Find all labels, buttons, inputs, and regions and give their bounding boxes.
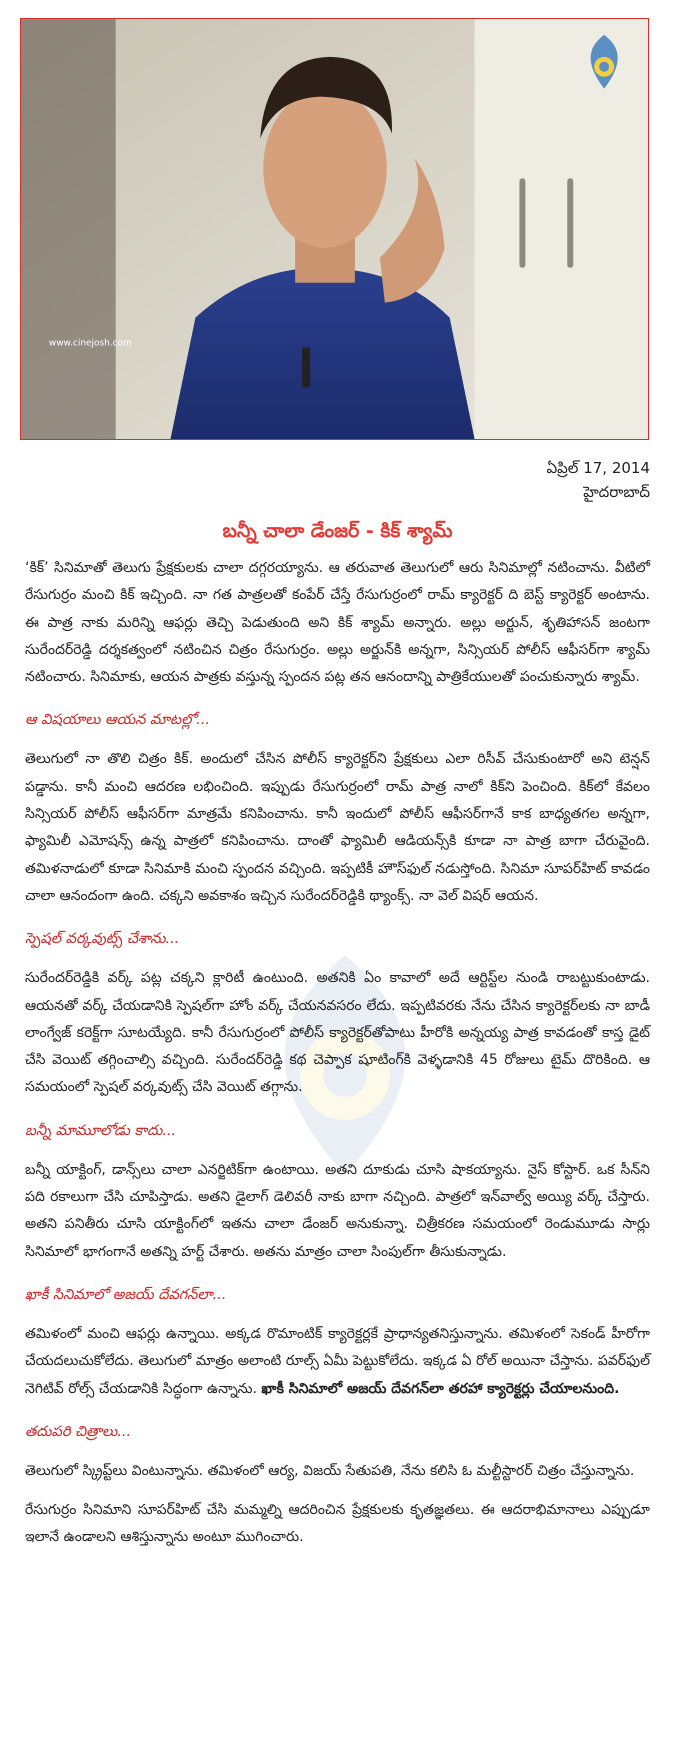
article-photo-frame: [20, 18, 649, 440]
section-heading: బన్నీ మామూలోడు కాదు...: [25, 1122, 177, 1139]
article-date: ఏప్రిల్ 17, 2014: [546, 459, 650, 477]
dateline: [546, 456, 650, 504]
section-paragraph: తెలుగులో నా తొలి చిత్రం కిక్. అందులో చేసిన పోలీస్ క్యారెక్టర్‌ని ప్రేక్షకులు ఎలా రిసీవ్ చేసుకుంటారో అని టెన్షన్ పడ్డాను. కానీ మంచి ఆదరణ లభించింది. ఇప్పుడు రేసుగుర్రంలో రామ్ పాత్ర నాలో కిక్‌ని పెంచింది. కిక్‌లో కేవలం సిన్సియర్ పోలీస్ ఆఫీసర్‌గా మాత్రమే కనిపించాను. కానీ ఇందులో పోలీస్ ఆఫీసర్‌గానే కాక బాధ్యతగల అన్నగా, ఫ్యామిలీ ఎమోషన్స్ ఉన్న పాత్రలో కనిపించాను. దాంతో ఫ్యామిలీ ఆడియన్స్‌కి కూడా నా పాత్ర బాగా చేరువైంది. తమిళనాడులో కూడా సినిమాకి మంచి స్పందన వచ్చింది. ఇప్పటికీ హౌస్‌ఫుల్ నడుస్తోంది. సినిమా సూపర్‌హిట్ కావడం చాలా ఆనందంగా ఉంది. చక్కని అవకాశం ఇచ్చిన సురేందర్‌రెడ్డికి థ్యాంక్స్. నా వెల్ విషర్ ఆయన.: [25, 751, 650, 904]
section-heading: ఖాకీ సినిమాలో అజయ్ దేవగన్‌లా...: [25, 1286, 227, 1303]
article-place: హైదరాబాద్: [583, 483, 650, 501]
article-headline: బన్నీ చాలా డేంజర్ - కిక్ శ్యామ్: [222, 520, 453, 542]
article-body: [25, 555, 650, 1552]
section-heading: తదుపరి చిత్రాలు...: [25, 1423, 132, 1440]
photo-watermark: www.cinejosh.com: [48, 338, 132, 349]
article-photo: [21, 19, 648, 439]
section-paragraph: తెలుగులో స్క్రిప్ట్‌లు వింటున్నాను. తమిళంలో ఆర్య, విజయ్ సేతుపతి, నేను కలిసి ఓ మల్టీస్టారర్ చిత్రం చేస్తున్నాను.: [25, 1462, 635, 1479]
section-heading: స్పెషల్ వర్కవుట్స్ చేశాను...: [25, 931, 180, 948]
intro-paragraph: ‘కిక్’ సినిమాతో తెలుగు ప్రేక్షకులకు చాలా దగ్గరయ్యాను. ఆ తరువాత తెలుగులో ఆరు సినిమాల్లో నటించాను. వీటిలో రేసుగుర్రం మంచి కిక్ ఇచ్చింది. నా గత పాత్రలతో కంపేర్ చేస్తే రేసుగుర్రంలో రామ్ క్యారెక్టర్ ది బెస్ట్ క్యారెక్టర్ అంటాను. ఈ పాత్ర నాకు మరిన్ని ఆఫర్లు తెచ్చి పెడుతుంది అని కిక్ శ్యామ్ అన్నారు. అల్లు అర్జున్, శృతిహాసన్ జంటగా సురేందర్‌రెడ్డి దర్శకత్వంలో నటించిన చిత్రం రేసుగుర్రం. అల్లు అర్జున్‌కి అన్నగా, సిన్సియర్ పోలీస్ ఆఫీసర్‌గా శ్యామ్ నటించారు. సినిమాకు, ఆయన పాత్రకు వస్తున్న స్పందన పట్ల తన ఆనందాన్ని పాత్రికేయులతో పంచుకున్నారు శ్యామ్.: [25, 560, 650, 686]
section-paragraph: సురేందర్‌రెడ్డికి వర్క్ పట్ల చక్కని క్లారిటీ ఉంటుంది. అతనికి ఏం కావాలో అదే ఆర్టిస్ట్‌ల నుండి రాబట్టుకుంటాడు. ఆయనతో వర్క్ చేయడానికి స్పెషల్‌గా హోం వర్క్ చేయనవసరం లేదు. ఇప్పటివరకు నేను చేసిన క్యారెక్టర్‌లకు నా బాడీ లాంగ్వేజ్ కరెక్ట్‌గా సూటయ్యేది. కానీ రేసుగుర్రంలో పోలీస్ క్యారెక్టర్‌తోపాటు హీరోకి అన్నయ్య పాత్ర కావడంతో కాస్త డైట్ చేసి వెయిట్ తగ్గించాల్సి వచ్చింది. సురేందర్‌రెడ్డి కథ చెప్పాక షూటింగ్‌కి వెళ్ళడానికి 45 రోజులు టైమ్ దొరికింది. ఆ సమయంలో స్పెషల్ వర్కవుట్స్ చేసి వెయిట్ తగ్గాను.: [25, 970, 650, 1096]
section-heading: ఆ విషయాలు ఆయన మాటల్లో...: [25, 712, 210, 729]
section-paragraph: బన్నీ యాక్టింగ్, డాన్స్‌లు చాలా ఎనర్జిటిక్‌గా ఉంటాయి. అతని దూకుడు చూసి షాకయ్యాను. నైస్ కోస్టార్. ఒక సీన్‌ని పది రకాలుగా చేసి చూపిస్తాడు. అతని డైలాగ్ డెలివరీ నాకు బాగా నచ్చింది. పాత్రలో ఇన్‌వాల్వ్ అయ్యి వర్క్ చేస్తారు. అతని పనితీరు చూసి యాక్టింగ్‌లో ఇతను చాలా డేంజర్ అనుకున్నా. చిత్రీకరణ సమయంలో రెండుమూడు సార్లు సినిమాలో భాగంగానే అతన్ని హర్ట్ చేశారు. అతను మాత్రం చాలా సింపుల్‌గా తీసుకున్నాడు.: [25, 1161, 650, 1260]
section-paragraph: [25, 1321, 650, 1403]
section-text: తమిళంలో మంచి ఆఫర్లు ఉన్నాయి. అక్కడ రొమాంటిక్ క్యారెక్టర్లకే ప్రాధాన్యతనిస్తున్నాను. తమిళంలో సెకండ్ హీరోగా చేయదలుచుకోలేదు. తెలుగులో మాత్రం అలాంటి రూల్స్ ఏమీ పెట్టుకోలేదు. ఇక్కడ ఏ రోల్ అయినా చేస్తాను. పవర్‌ఫుల్ నెగిటివ్ రోల్స్ చేయడానికి సిద్ధంగా ఉన్నాను.: [25, 1325, 650, 1397]
section-bold-text: ఖాకీ సినిమాలో అజయ్ దేవగన్‌లా తరహా క్యారెక్టర్లు చేయాలనుంది.: [261, 1380, 620, 1397]
closing-paragraph: రేసుగుర్రం సినిమాని సూపర్‌హిట్ చేసి మమ్మల్ని ఆదరించిన ప్రేక్షకులకు కృతజ్ఞతలు. ఈ ఆదరాభిమానాలు ఎప్పుడూ ఇలానే ఉండాలని ఆశిస్తున్నాను అంటూ ముగించారు.: [25, 1502, 650, 1546]
